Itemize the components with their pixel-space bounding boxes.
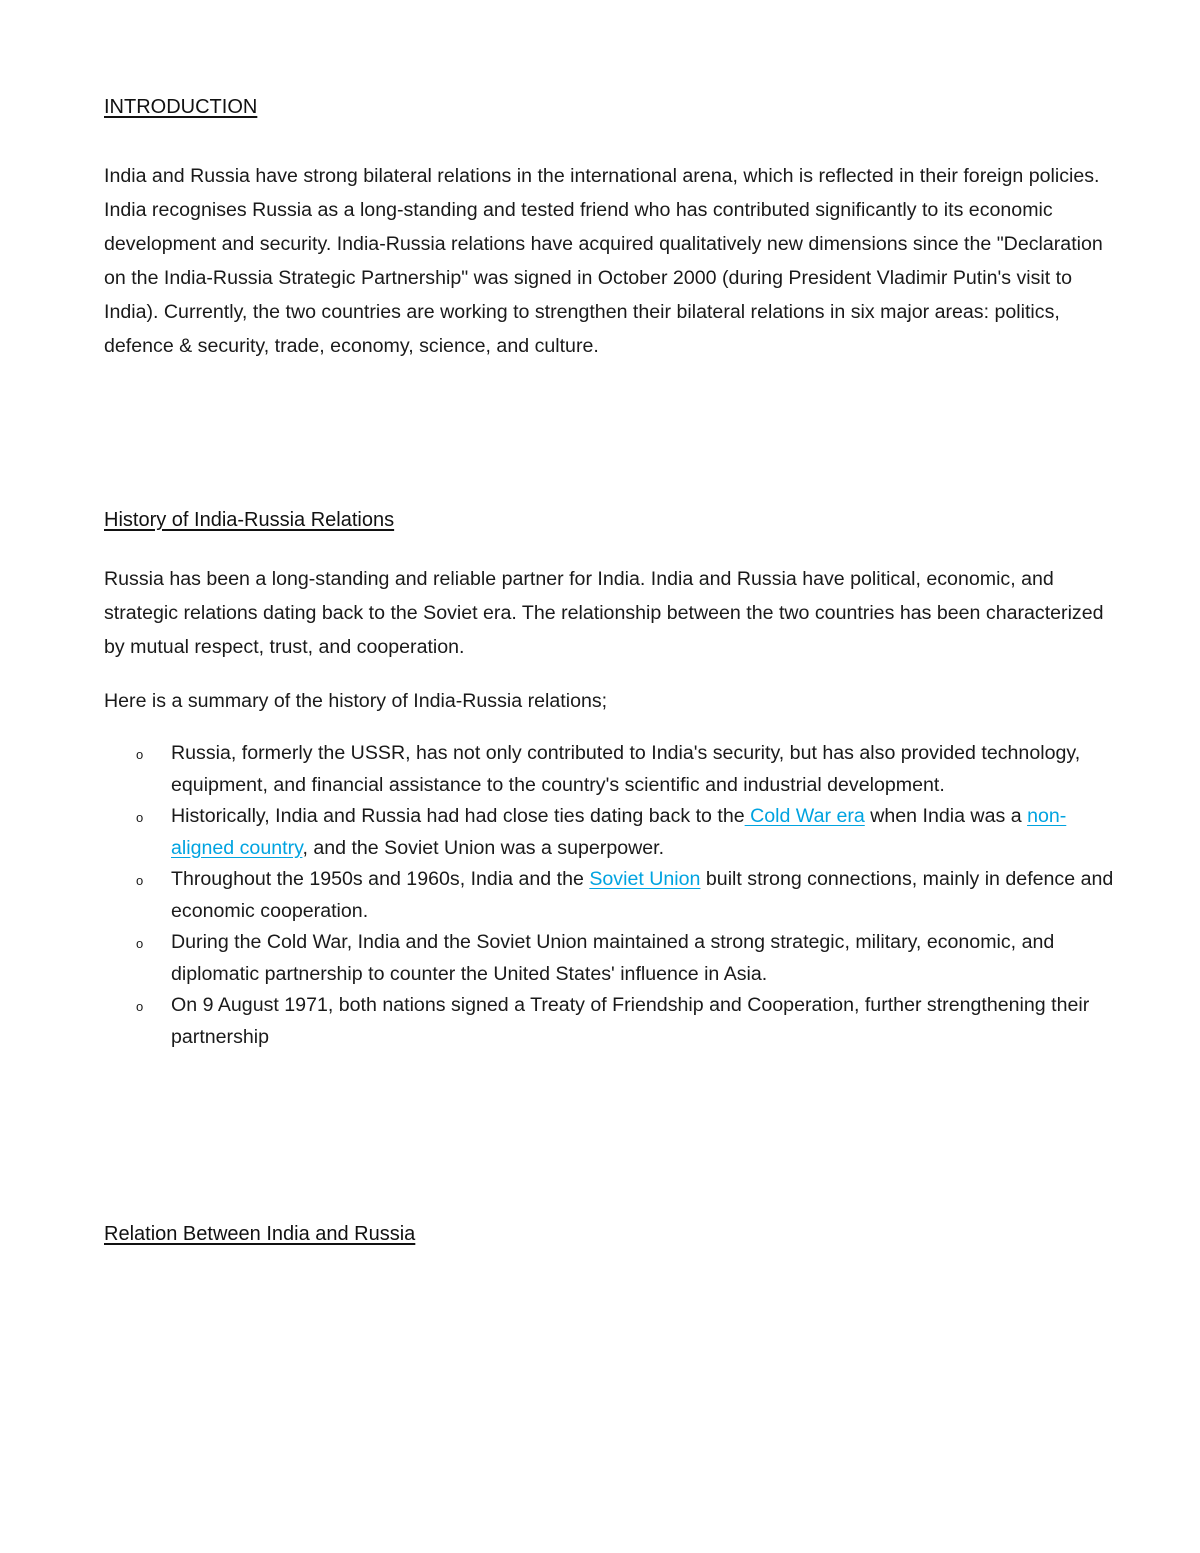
bullet-text: , and the Soviet Union was a superpower. bbox=[302, 836, 665, 859]
bullet-text: when India was a bbox=[864, 805, 1028, 827]
history-bullet-list bbox=[104, 738, 1114, 1053]
history-heading: History of India-Russia Relations bbox=[104, 509, 395, 531]
bullet-marker: o bbox=[136, 873, 144, 888]
non-aligned-country-link[interactable]: non-aligned country bbox=[171, 805, 1067, 859]
bullet-marker: o bbox=[136, 999, 144, 1014]
bullet-marker: o bbox=[136, 936, 144, 951]
bullet-marker: o bbox=[136, 747, 144, 762]
history-summary-intro: Here is a summary of the history of India-Russia relations; bbox=[104, 690, 608, 712]
introduction-paragraph: India and Russia have strong bilateral relations in the international arena, which is reflected in their foreign policies. India recognises Russia as a long-standing and tested friend who has contributed significantly to its economic development and security. India-Russia relations have acquired qualitatively new dimensions since the "Declaration on the India-Russia Strategic Partnership" was signed in October 2000 (during President Vladimir Putin's visit to India). Currently, the two countries are working to strengthen their bilateral relations in six major areas: politics, defence & security, trade, economy, science, and culture. bbox=[104, 165, 1103, 357]
list-item bbox=[104, 738, 1114, 801]
list-item bbox=[104, 990, 1114, 1053]
bullet-marker: o bbox=[136, 810, 144, 825]
bullet-text: Russia, formerly the USSR, has not only contributed to India's security, but has also provided technology, equipment, and financial assistance to the country's scientific and industrial development. bbox=[171, 742, 1081, 796]
list-item bbox=[104, 927, 1114, 990]
bullet-text: Historically, India and Russia had had close ties dating back to the bbox=[171, 805, 745, 827]
bullet-text: built strong connections, mainly in defence and economic cooperation. bbox=[171, 868, 1114, 922]
list-item bbox=[104, 864, 1114, 927]
introduction-heading: INTRODUCTION bbox=[104, 96, 258, 118]
history-paragraph: Russia has been a long-standing and reliable partner for India. India and Russia have political, economic, and strategic relations dating back to the Soviet era. The relationship between the two countries has been characterized by mutual respect, trust, and cooperation. bbox=[104, 568, 1104, 658]
relation-heading: Relation Between India and Russia bbox=[104, 1223, 416, 1245]
bullet-text: Throughout the 1950s and 1960s, India and the bbox=[171, 868, 590, 890]
soviet-union-link[interactable]: Soviet Union bbox=[589, 868, 701, 890]
cold-war-era-link[interactable]: Cold War era bbox=[744, 805, 865, 827]
bullet-text: On 9 August 1971, both nations signed a Treaty of Friendship and Cooperation, further strengthening their partnership bbox=[171, 994, 1090, 1048]
bullet-text: During the Cold War, India and the Soviet Union maintained a strong strategic, military, economic, and diplomatic partnership to counter the United States' influence in Asia. bbox=[171, 931, 1055, 985]
list-item bbox=[104, 801, 1114, 864]
